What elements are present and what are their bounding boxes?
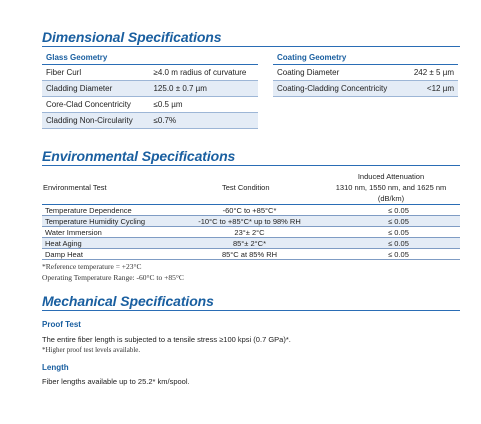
coating-geometry-header: Coating Geometry — [273, 50, 458, 65]
col-header-attenuation — [325, 171, 457, 204]
env-condition: 23°± 2°C — [162, 227, 337, 238]
environmental-title: Environmental Specifications — [42, 148, 236, 164]
env-test: Water Immersion — [42, 227, 162, 238]
col-header-test: Environmental Test — [43, 183, 107, 192]
env-test: Heat Aging — [42, 238, 162, 249]
glass-label: Cladding Non-Circularity — [42, 113, 143, 129]
mechanical-title: Mechanical Specifications — [42, 293, 214, 309]
proof-test-text: The entire fiber length is subjected to a tensile stress ≥100 kpsi (0.7 GPa)*. — [42, 335, 291, 344]
mechanical-rule — [42, 310, 460, 311]
env-value: ≤ 0.05 — [337, 238, 460, 249]
operating-temperature-note: Operating Temperature Range: -60°C to +85°C — [42, 273, 184, 282]
coating-value: <12 µm — [404, 81, 458, 97]
environmental-rule — [42, 165, 460, 166]
glass-label: Cladding Diameter — [42, 81, 143, 97]
env-test: Temperature Dependence — [42, 205, 162, 216]
env-value: ≤ 0.05 — [337, 227, 460, 238]
env-value: ≤ 0.05 — [337, 205, 460, 216]
table-row — [42, 81, 258, 97]
glass-value: 125.0 ± 0.7 µm — [143, 81, 258, 97]
table-row — [42, 97, 258, 113]
coating-label: Coating-Cladding Concentricity — [273, 81, 404, 97]
table-row — [42, 216, 460, 227]
table-row — [42, 205, 460, 216]
table-row — [273, 65, 458, 81]
glass-geometry-table — [42, 50, 258, 129]
environmental-table — [42, 204, 460, 260]
table-row — [42, 238, 460, 249]
glass-geometry-header: Glass Geometry — [42, 50, 258, 65]
glass-value: ≥4.0 m radius of curvature — [143, 65, 258, 81]
col-header-atten-line3: (dB/km) — [377, 194, 405, 203]
length-text: Fiber lengths available up to 25.2* km/spool. — [42, 377, 190, 386]
table-row — [273, 81, 458, 97]
col-header-atten-line1: Induced Attenuation — [357, 172, 425, 181]
env-test: Temperature Humidity Cycling — [42, 216, 162, 227]
table-row — [42, 113, 258, 129]
table-row — [42, 249, 460, 260]
glass-label: Fiber Curl — [42, 65, 143, 81]
table-row — [42, 227, 460, 238]
proof-test-heading: Proof Test — [42, 320, 81, 329]
coating-geometry-table — [273, 50, 458, 97]
reference-temperature-note: *Reference temperature = +23°C — [42, 262, 142, 271]
env-condition: 85°± 2°C* — [162, 238, 337, 249]
env-test: Damp Heat — [42, 249, 162, 260]
env-condition: -60°C to +85°C* — [162, 205, 337, 216]
env-condition: 85°C at 85% RH — [162, 249, 337, 260]
glass-label: Core-Clad Concentricity — [42, 97, 143, 113]
dimensional-title: Dimensional Specifications — [42, 29, 222, 45]
env-value: ≤ 0.05 — [337, 216, 460, 227]
env-value: ≤ 0.05 — [337, 249, 460, 260]
proof-test-note: *Higher proof test levels available. — [42, 346, 141, 354]
coating-label: Coating Diameter — [273, 65, 404, 81]
glass-value: ≤0.7% — [143, 113, 258, 129]
length-heading: Length — [42, 363, 69, 372]
glass-value: ≤0.5 µm — [143, 97, 258, 113]
col-header-atten-line2: 1310 nm, 1550 nm, and 1625 nm — [335, 183, 447, 192]
coating-value: 242 ± 5 µm — [404, 65, 458, 81]
table-row — [42, 65, 258, 81]
env-condition: -10°C to +85°C* up to 98% RH — [162, 216, 337, 227]
dimensional-rule — [42, 46, 460, 47]
col-header-condition: Test Condition — [222, 183, 270, 192]
